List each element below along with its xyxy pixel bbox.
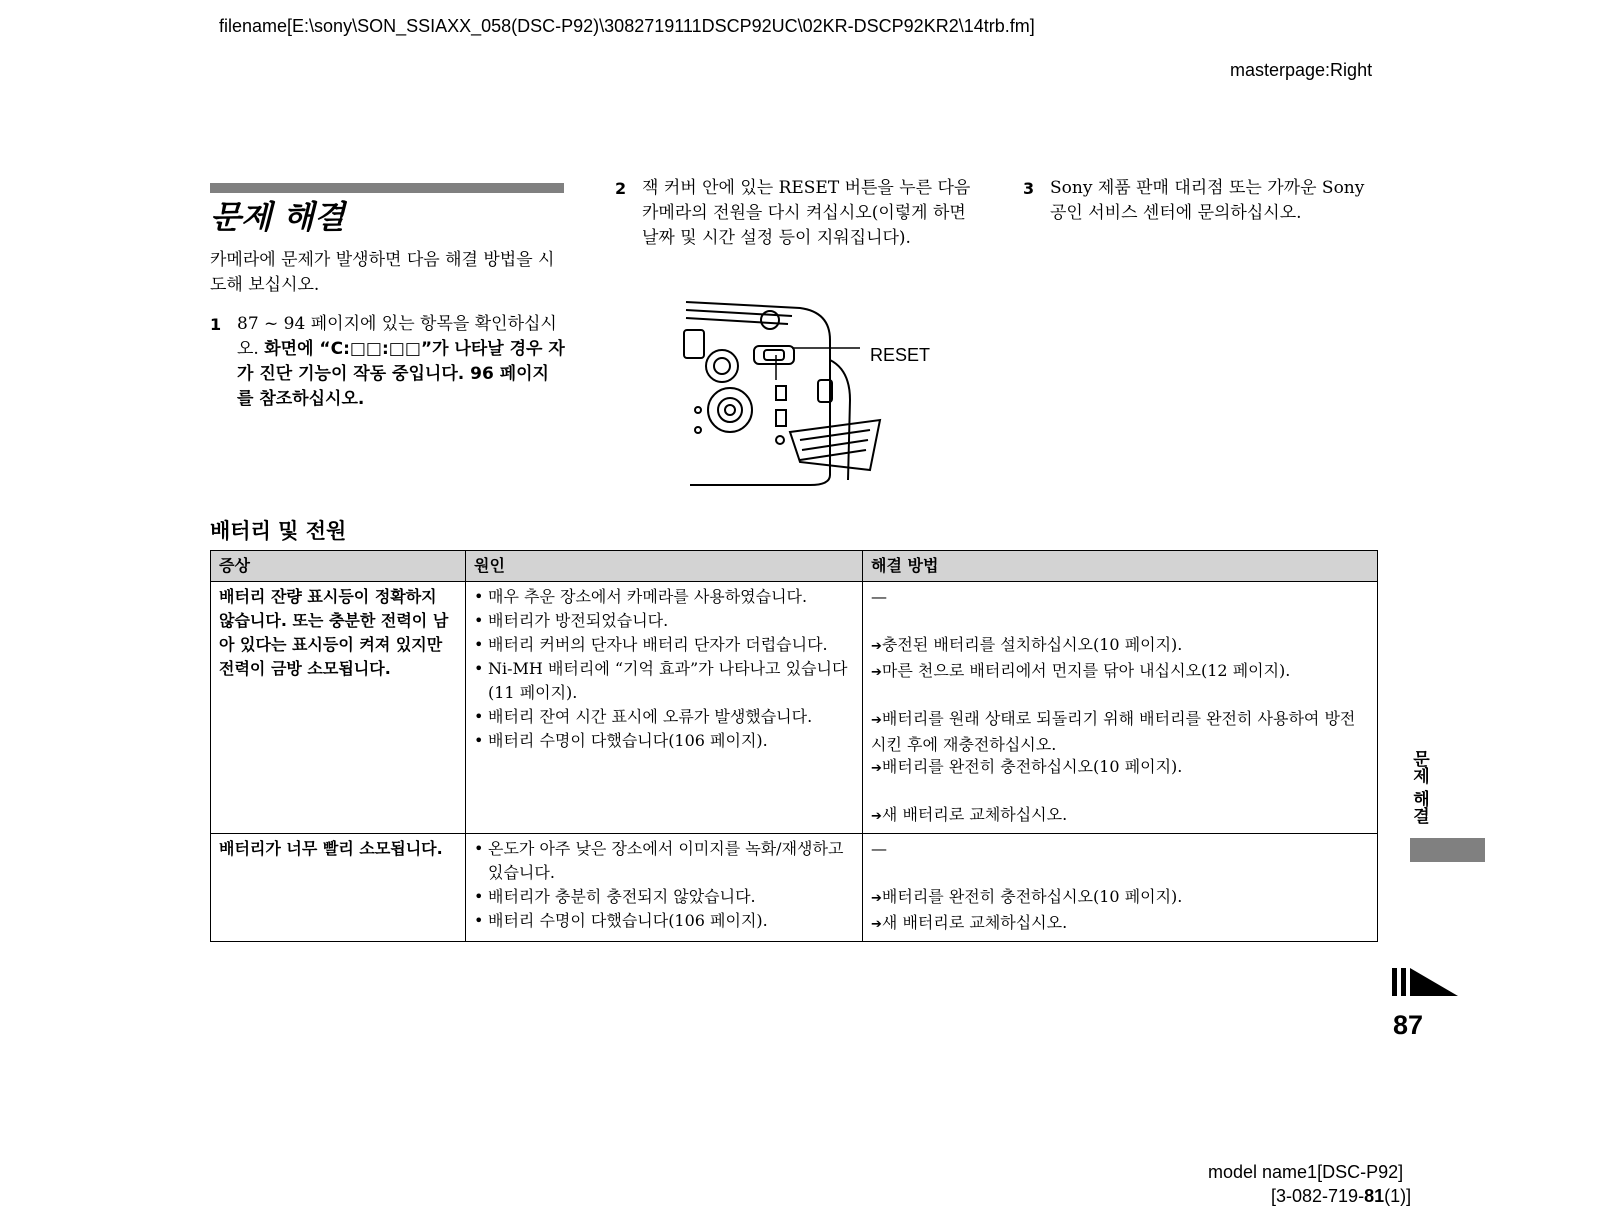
solution-item: ➔마른 천으로 배터리에서 먼지를 닦아 내십시오(12 페이지). — [871, 661, 1291, 680]
cause-item: • 배터리가 방전되었습니다. — [474, 609, 854, 633]
step-text: Sony 제품 판매 대리점 또는 가까운 Sony 공인 서비스 센터에 문의하십시오. — [1050, 178, 1365, 223]
step-1 — [210, 312, 565, 412]
step-text: 잭 커버 안에 있는 RESET 버튼을 누른 다음 카메라의 전원을 다시 켜십시오(이렇게 하면 날짜 및 시간 설정 등이 지워집니다). — [642, 178, 971, 248]
symptom-cell: 배터리 잔량 표시등이 정확하지 않습니다. 또는 충분한 전력이 남아 있다는 표시등이 켜져 있지만 전력이 금방 소모됩니다. — [211, 582, 466, 834]
page-number: 87 — [1393, 1010, 1424, 1040]
arrow-right-icon: ➔ — [871, 639, 882, 654]
step-number: 3 — [1023, 179, 1035, 198]
step-number: 2 — [615, 179, 627, 198]
step-number: 1 — [210, 315, 222, 334]
solution-item: ➔배터리를 원래 상태로 되돌리기 위해 배터리를 완전히 사용하여 방전시킨 후에 재충전하십시오. — [871, 709, 1356, 754]
step-2 — [615, 176, 975, 251]
camera-illustration — [680, 300, 1000, 490]
solution-item: ➔충전된 배터리를 설치하십시오(10 페이지). — [871, 635, 1183, 654]
cause-item: • 매우 추운 장소에서 카메라를 사용하였습니다. — [474, 585, 854, 609]
bullet-icon: • — [474, 635, 484, 654]
bullet-icon: • — [474, 587, 484, 606]
reset-callout-label: RESET — [870, 345, 931, 365]
bullet-icon: • — [474, 731, 484, 750]
column-header: 해결 방법 — [863, 551, 1378, 582]
side-tab-label: 문제 해결 — [1409, 750, 1429, 824]
step-3 — [1023, 176, 1383, 226]
footer-code: [3-082-719-81(1)] — [1271, 1186, 1412, 1206]
column-header: 증상 — [211, 551, 466, 582]
bullet-icon: • — [474, 611, 484, 630]
intro-paragraph: 카메라에 문제가 발생하면 다음 해결 방법을 시도해 보십시오. — [210, 250, 555, 295]
solution-item: ➔배터리를 완전히 충전하십시오(10 페이지). — [871, 887, 1183, 906]
cause-item: • Ni-MH 배터리에 “기억 효과”가 나타나고 있습니다(11 페이지). — [474, 657, 854, 705]
arrow-right-icon: ➔ — [871, 713, 882, 728]
arrow-right-icon: ➔ — [871, 891, 882, 906]
header-filename: filename[E:\sony\SON_SSIAXX_058(DSC-P92)\3082719111DSCP92UC\02KR-DSCP92KR2\14trb.fm] — [219, 16, 1035, 36]
solution-item: ➔새 배터리로 교체하십시오. — [871, 913, 1068, 932]
continue-arrow-icon — [1392, 968, 1458, 998]
arrow-right-icon: ➔ — [871, 761, 882, 776]
bullet-icon: • — [474, 911, 484, 930]
bullet-icon: • — [474, 707, 484, 726]
cause-cell — [466, 834, 863, 942]
column-header: 원인 — [466, 551, 863, 582]
table-heading: 배터리 및 전원 — [210, 519, 347, 543]
header-masterpage: masterpage:Right — [1230, 60, 1373, 80]
cause-item: • 배터리 수명이 다했습니다(106 페이지). — [474, 729, 854, 753]
table-row — [211, 582, 1378, 834]
arrow-right-icon: ➔ — [871, 917, 882, 932]
section-title: 문제 해결 — [210, 198, 345, 236]
side-tab-bar — [1410, 838, 1485, 862]
solution-item: — — [871, 839, 887, 858]
footer-model: model name1[DSC-P92] — [1208, 1162, 1404, 1182]
cause-item: • 배터리 커버의 단자나 배터리 단자가 더럽습니다. — [474, 633, 854, 657]
symptom-cell: 배터리가 너무 빨리 소모됩니다. — [211, 834, 466, 942]
arrow-right-icon: ➔ — [871, 665, 882, 680]
solution-item: — — [871, 587, 887, 606]
solution-cell — [863, 582, 1378, 834]
step-text: 87 ~ 94 페이지에 있는 항목을 확인하십시오. — [237, 314, 557, 359]
cause-item: • 배터리가 충분히 충전되지 않았습니다. — [474, 885, 854, 909]
solution-item: ➔새 배터리로 교체하십시오. — [871, 805, 1068, 824]
table-row — [211, 834, 1378, 942]
bullet-icon: • — [474, 839, 484, 858]
table-header-row — [211, 551, 1378, 582]
cause-item: • 배터리 잔여 시간 표시에 오류가 발생했습니다. — [474, 705, 854, 729]
troubleshooting-table — [210, 550, 1378, 942]
arrow-right-icon: ➔ — [871, 809, 882, 824]
bullet-icon: • — [474, 887, 484, 906]
cause-cell — [466, 582, 863, 834]
cause-item: • 온도가 아주 낮은 장소에서 이미지를 녹화/재생하고 있습니다. — [474, 837, 854, 885]
bullet-icon: • — [474, 659, 484, 678]
cause-item: • 배터리 수명이 다했습니다(106 페이지). — [474, 909, 854, 933]
solution-cell — [863, 834, 1378, 942]
solution-item: ➔배터리를 완전히 충전하십시오(10 페이지). — [871, 757, 1183, 776]
step-bold-text: 화면에 “C:□□:□□”가 나타날 경우 자가 진단 기능이 작동 중입니다. 96 페이지를 참조하십시오. — [237, 339, 565, 409]
